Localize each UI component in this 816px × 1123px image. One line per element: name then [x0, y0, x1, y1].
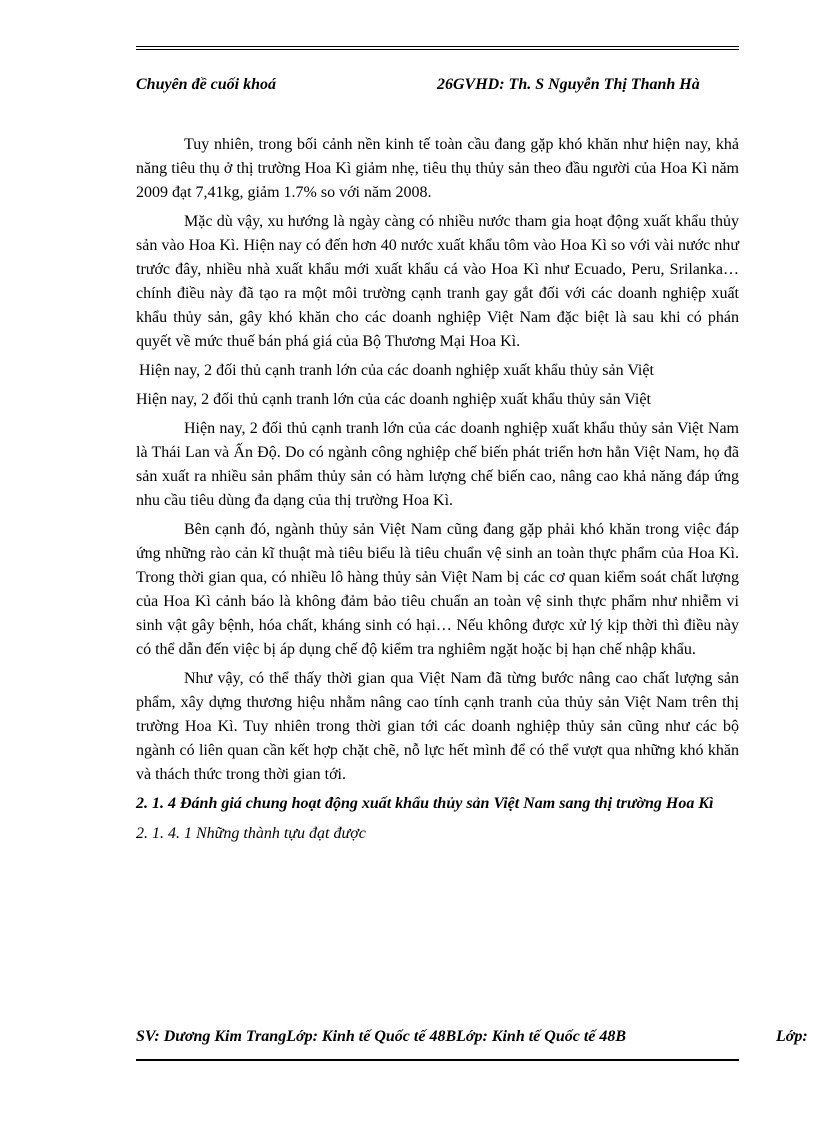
- paragraph: Tuy nhiên, trong bối cảnh nền kinh tế toàn cầu đang gặp khó khăn như hiện nay, khả năng tiêu thụ ở thị trường Hoa Kì giảm nhẹ, tiêu thụ thủy sản theo đầu người của Hoa Kì năm 2009 đạt 7,41kg, giảm 1.7% so với năm 2008.: [136, 136, 739, 201]
- paragraph: Như vậy, có thể thấy thời gian qua Việt Nam đã từng bước nâng cao chất lượng sản phẩm, xây dựng thương hiệu nhằm nâng cao tính cạnh tranh của thủy sản Việt Nam trên thị trường Hoa Kì. Tuy nhiên trong thời gian tới các doanh nghiệp thủy sản cũng như các bộ ngành có liên quan cần kết hợp chặt chẽ, nỗ lực hết mình để có thể vượt qua những khó khăn và thách thức trong thời gian tới.: [136, 670, 739, 783]
- document-body: [136, 133, 739, 846]
- section-heading: 2. 1. 4 Đánh giá chung hoạt động xuất khẩu thủy sản Việt Nam sang thị trường Hoa Kì: [136, 795, 714, 812]
- paragraph: Hiện nay, 2 đối thủ cạnh tranh lớn của các doanh nghiệp xuất khẩu thủy sản Việt: [136, 391, 651, 408]
- subsection-heading: 2. 1. 4. 1 Những thành tựu đạt được: [136, 825, 366, 842]
- header-course-title: Chuyên đề cuối khoá: [136, 76, 277, 93]
- paragraph: Mặc dù vậy, xu hướng là ngày càng có nhiều nước tham gia hoạt động xuất khẩu thủy sản vào Hoa Kì. Hiện nay có đến hơn 40 nước xuất khẩu tôm vào Hoa Kì so với vài nước như trước đây, nhiều nhà xuất khẩu mới xuất khẩu cá vào Hoa Kì như Ecuado, Peru, Srilanka… chính điều này đã tạo ra một môi trường cạnh tranh gay gắt đối với các doanh nghiệp xuất khẩu thủy sản, gây khó khăn cho các doanh nghiệp Việt Nam đặc biệt là sau khi có phán quyết về mức thuế bán phá giá của Bộ Thương Mại Hoa Kì.: [136, 213, 739, 350]
- header-rule: [136, 46, 739, 50]
- footer-student-info: SV: Dương Kim TrangLớp: Kinh tế Quốc tế 48BLớp: Kinh tế Quốc tế 48B: [136, 1028, 627, 1045]
- paragraph: Hiện nay, 2 đối thủ cạnh tranh lớn của các doanh nghiệp xuất khẩu thủy sản Việt Nam là Thái Lan và Ấn Độ. Do có ngành công nghiệp chế biến phát triển hơn hẳn Việt Nam, họ đã sản xuất ra nhiều sản phẩm thủy sản có hàm lượng chế biến cao, nâng cao khả năng đáp ứng nhu cầu tiêu dùng đa dạng của thị trường Hoa Kì.: [136, 420, 739, 509]
- paragraph: Bên cạnh đó, ngành thủy sản Việt Nam cũng đang gặp phải khó khăn trong việc đáp ứng những rào cản kĩ thuật mà tiêu biểu là tiêu chuẩn vệ sinh an toàn thực phẩm của Hoa Kì. Trong thời gian qua, có nhiều lô hàng thủy sản Việt Nam bị các cơ quan kiểm soát chất lượng của Hoa Kì cảnh báo là không đảm bảo tiêu chuẩn an toàn vệ sinh thực phẩm như nhiễm vi sinh vật gây bệnh, hóa chất, kháng sinh có hại… Nếu không được xử lý kịp thời thì điều này có thể dẫn đến việc bị áp dụng chế độ kiểm tra nghiêm ngặt hoặc bị hạn chế nhập khẩu.: [136, 521, 739, 658]
- paragraph: Hiện nay, 2 đối thủ cạnh tranh lớn của các doanh nghiệp xuất khẩu thủy sản Việt: [139, 362, 654, 379]
- footer-class-label: Lớp:: [776, 1028, 808, 1045]
- footer-rule: [136, 1059, 739, 1061]
- header-supervisor: 26GVHD: Th. S Nguyễn Thị Thanh Hà: [437, 76, 700, 93]
